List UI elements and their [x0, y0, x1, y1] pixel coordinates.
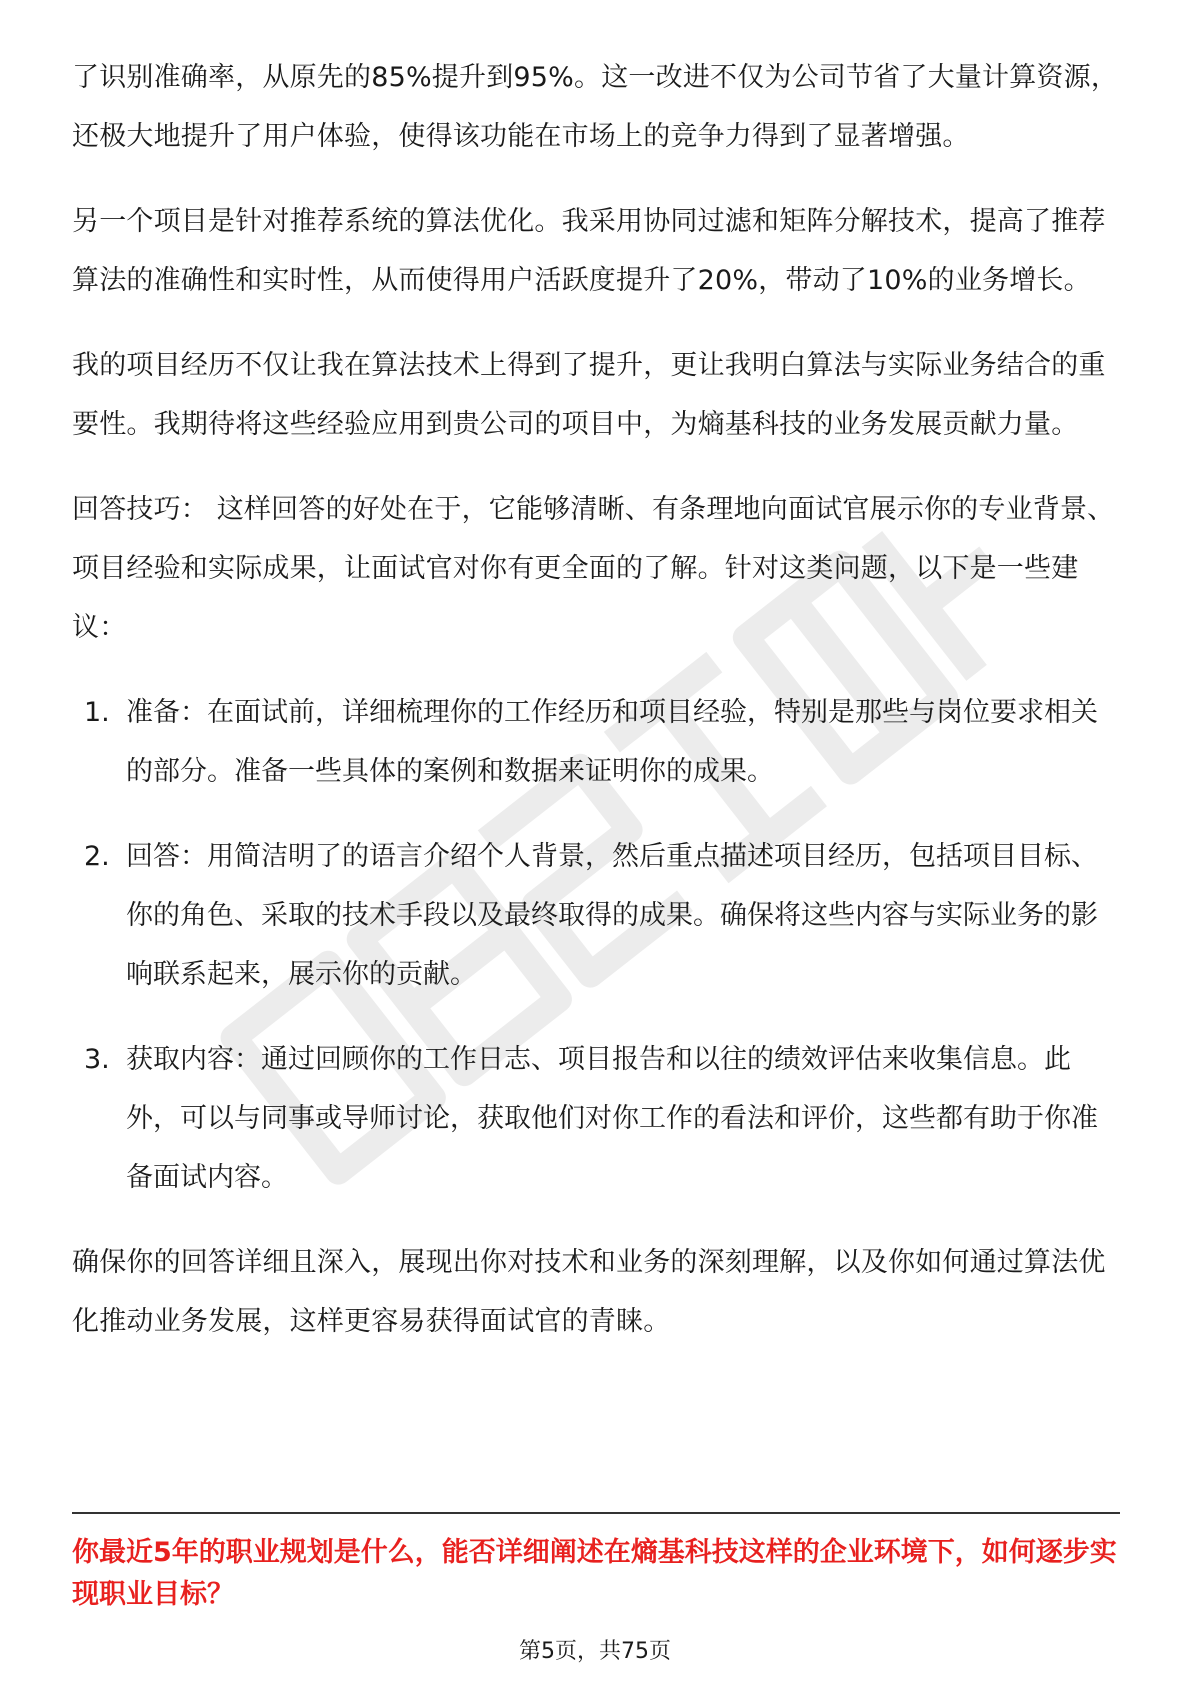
list-item-text: 回答：用简洁明了的语言介绍个人背景，然后重点描述项目经历，包括项目目标、你的角色、采取的技术手段以及最终取得的成果。确保将这些内容与实际业务的影响联系起来，展示你的贡献。: [126, 841, 1098, 990]
list-item-text: 准备：在面试前，详细梳理你的工作经历和项目经验，特别是那些与岗位要求相关的部分。准备一些具体的案例和数据来证明你的成果。: [126, 697, 1098, 787]
document-body: [72, 48, 1120, 1377]
list-number: 3.: [84, 1044, 110, 1075]
tips-list: [72, 683, 1120, 1207]
next-question-heading: 你最近5年的职业规划是什么，能否详细阐述在熵基科技这样的企业环境下，如何逐步实现职业目标？: [72, 1537, 1117, 1610]
closing-paragraph: 确保你的回答详细且深入，展现出你对技术和业务的深刻理解，以及你如何通过算法优化推动业务发展，这样更容易获得面试官的青睐。: [72, 1247, 1106, 1337]
page-footer: 第5页，共75页: [519, 1639, 671, 1664]
paragraph-3: 我的项目经历不仅让我在算法技术上得到了提升，更让我明白算法与实际业务结合的重要性。我期待将这些经验应用到贵公司的项目中，为熵基科技的业务发展贡献力量。: [72, 350, 1106, 440]
list-item-text: 获取内容：通过回顾你的工作日志、项目报告和以往的绩效评估来收集信息。此外，可以与同事或导师讨论，获取他们对你工作的看法和评价，这些都有助于你准备面试内容。: [126, 1044, 1098, 1193]
answer-tips-paragraph: 回答技巧： 这样回答的好处在于，它能够清晰、有条理地向面试官展示你的专业背景、项目经验和实际成果，让面试官对你有更全面的了解。针对这类问题，以下是一些建议：: [72, 494, 1115, 643]
list-item: [72, 1030, 1120, 1207]
paragraph-2: 另一个项目是针对推荐系统的算法优化。我采用协同过滤和矩阵分解技术，提高了推荐算法的准确性和实时性，从而使得用户活跃度提升了20%，带动了10%的业务增长。: [72, 206, 1106, 296]
paragraph-1: 了识别准确率，从原先的85%提升到95%。这一改进不仅为公司节省了大量计算资源，还极大地提升了用户体验，使得该功能在市场上的竞争力得到了显著增强。: [72, 62, 1119, 152]
list-number: 1.: [84, 697, 110, 728]
list-item: [72, 827, 1120, 1004]
list-item: [72, 683, 1120, 801]
section-divider: [72, 1512, 1120, 1514]
list-number: 2.: [84, 841, 110, 872]
